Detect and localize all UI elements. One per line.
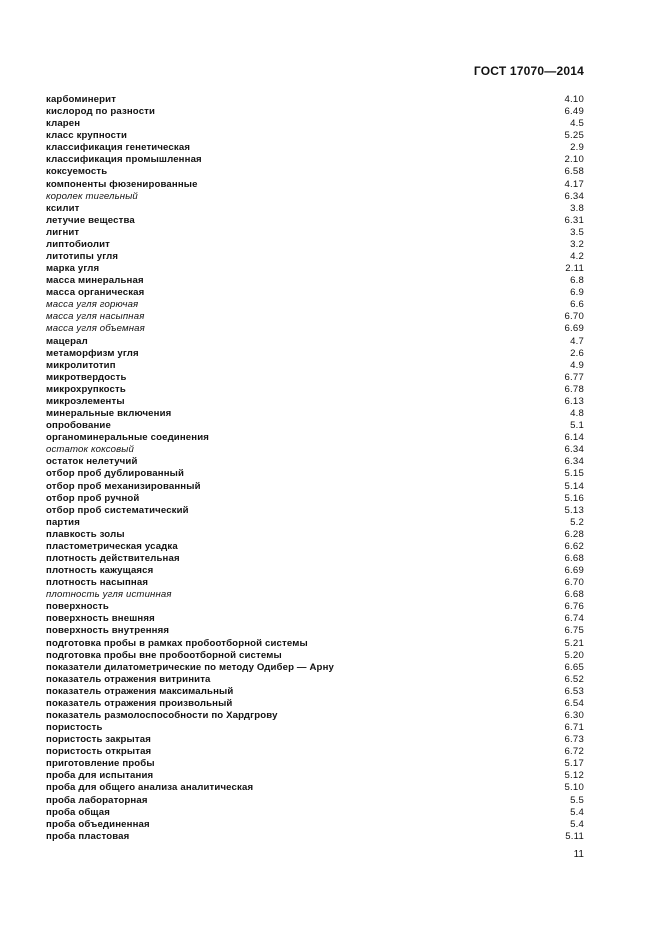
index-entry <box>46 106 584 118</box>
index-term: микротвердость <box>46 371 127 383</box>
index-term: отбор проб ручной <box>46 492 140 504</box>
index-entry <box>46 203 584 215</box>
index-entry <box>46 553 584 565</box>
index-entry <box>46 601 584 613</box>
index-term: микрохрупкость <box>46 383 126 395</box>
index-term: классификация генетическая <box>46 142 191 154</box>
index-reference: 4.17 <box>564 178 584 190</box>
document-header: ГОСТ 17070—2014 <box>473 64 584 78</box>
index-term: органоминеральные соединения <box>46 432 210 444</box>
index-reference: 6.75 <box>564 625 584 637</box>
index-term: пластометрическая усадка <box>46 540 178 552</box>
index-reference: 6.65 <box>564 661 584 673</box>
index-reference: 5.1 <box>570 420 584 432</box>
index-reference: 6.78 <box>564 383 584 395</box>
index-reference: 6.52 <box>564 673 584 685</box>
index-reference: 6.62 <box>564 540 584 552</box>
index-term: летучие вещества <box>46 214 135 226</box>
index-reference: 6.34 <box>564 456 584 468</box>
index-term: масса угля объемная <box>46 323 145 335</box>
index-term: плотность кажущаяся <box>46 565 154 577</box>
index-reference: 5.2 <box>570 516 584 528</box>
index-entry <box>46 541 584 553</box>
index-term: компоненты фюзенированные <box>46 178 198 190</box>
index-entry <box>46 782 584 794</box>
index-term: пористость <box>46 722 103 734</box>
index-term: плотность угля истинная <box>46 589 172 601</box>
index-term: остаток коксовый <box>46 444 134 456</box>
index-reference: 6.71 <box>564 722 584 734</box>
index-term: плотность действительная <box>46 552 180 564</box>
index-entry <box>46 179 584 191</box>
index-term: литотипы угля <box>46 251 119 263</box>
index-reference: 2.9 <box>570 142 584 154</box>
index-term: приготовление пробы <box>46 758 155 770</box>
index-reference: 4.7 <box>570 335 584 347</box>
index-reference: 5.11 <box>565 830 584 842</box>
index-entry <box>46 613 584 625</box>
index-term: лигнит <box>46 226 80 238</box>
index-entry <box>46 384 584 396</box>
index-entry <box>46 686 584 698</box>
index-reference: 6.69 <box>564 323 584 335</box>
index-term: пористость закрытая <box>46 734 151 746</box>
index-term: отбор проб систематический <box>46 504 189 516</box>
index-term: проба объединенная <box>46 818 150 830</box>
index-term: подготовка пробы в рамках пробоотборной системы <box>46 637 308 649</box>
index-term: опробование <box>46 420 111 432</box>
index-term: показатель размолоспособности по Хардгрову <box>46 709 278 721</box>
index-entry <box>46 372 584 384</box>
index-entry <box>46 662 584 674</box>
index-reference: 6.68 <box>564 589 584 601</box>
index-reference: 4.8 <box>570 408 584 420</box>
index-entry <box>46 432 584 444</box>
index-reference: 6.49 <box>564 106 584 118</box>
index-reference: 5.17 <box>564 758 584 770</box>
index-term: масса угля горючая <box>46 299 139 311</box>
index-term: поверхность <box>46 601 109 613</box>
index-term: показатель отражения максимальный <box>46 685 234 697</box>
index-entry <box>46 215 584 227</box>
index-reference: 4.9 <box>570 359 584 371</box>
index-entry <box>46 698 584 710</box>
index-reference: 2.10 <box>564 154 584 166</box>
index-entry <box>46 94 584 106</box>
index-entry <box>46 758 584 770</box>
index-term: партия <box>46 516 80 528</box>
index-term: классификация промышленная <box>46 154 202 166</box>
index-term: отбор проб дублированный <box>46 468 185 480</box>
index-reference: 2.11 <box>565 263 584 275</box>
index-term: проба для общего анализа аналитическая <box>46 782 254 794</box>
index-reference: 5.15 <box>564 468 584 480</box>
index-entry <box>46 420 584 432</box>
index-reference: 5.13 <box>564 504 584 516</box>
index-reference: 6.28 <box>564 528 584 540</box>
index-entry <box>46 239 584 251</box>
index-reference: 6.58 <box>564 166 584 178</box>
index-term: микроэлементы <box>46 395 125 407</box>
index-entry <box>46 287 584 299</box>
index-reference: 6.72 <box>564 746 584 758</box>
index-entry <box>46 299 584 311</box>
index-reference: 5.25 <box>564 130 584 142</box>
index-reference: 5.14 <box>564 480 584 492</box>
index-term: масса угля насыпная <box>46 311 145 323</box>
index-term: кларен <box>46 118 81 130</box>
index-term: метаморфизм угля <box>46 347 139 359</box>
index-entry <box>46 311 584 323</box>
page-number: 11 <box>573 849 584 860</box>
index-reference: 4.10 <box>564 94 584 105</box>
index-reference: 6.14 <box>564 432 584 444</box>
index-entry <box>46 360 584 372</box>
index-entry <box>46 565 584 577</box>
index-reference: 6.53 <box>564 685 584 697</box>
index-term: масса минеральная <box>46 275 144 287</box>
index-entry <box>46 674 584 686</box>
index-entry <box>46 263 584 275</box>
index-reference: 6.77 <box>564 371 584 383</box>
index-term: королек тигельный <box>46 190 138 202</box>
index-reference: 6.6 <box>570 299 584 311</box>
index-entry <box>46 130 584 142</box>
index-term: карбоминерит <box>46 94 117 105</box>
index-entry <box>46 722 584 734</box>
index-reference: 6.54 <box>564 697 584 709</box>
index-reference: 6.9 <box>570 287 584 299</box>
index-reference: 6.68 <box>564 552 584 564</box>
index-entry <box>46 275 584 287</box>
index-entry <box>46 348 584 360</box>
index-reference: 2.6 <box>570 347 584 359</box>
index-entry <box>46 710 584 722</box>
index-entry <box>46 456 584 468</box>
index-reference: 6.76 <box>564 601 584 613</box>
index-term: проба пластовая <box>46 830 130 842</box>
index-reference: 5.16 <box>564 492 584 504</box>
index-term: показатель отражения произвольный <box>46 697 233 709</box>
index-entry <box>46 481 584 493</box>
index-reference: 3.2 <box>570 238 584 250</box>
index-entry <box>46 227 584 239</box>
index-term: проба общая <box>46 806 111 818</box>
index-entry <box>46 336 584 348</box>
index-term: липтобиолит <box>46 238 111 250</box>
index-term: поверхность внешняя <box>46 613 155 625</box>
index-reference: 6.70 <box>564 577 584 589</box>
index-entry <box>46 795 584 807</box>
index-entry <box>46 408 584 420</box>
index-term: плотность насыпная <box>46 577 149 589</box>
index-term: марка угля <box>46 263 100 275</box>
index-reference: 6.13 <box>564 395 584 407</box>
index-entry <box>46 589 584 601</box>
index-entry <box>46 650 584 662</box>
index-term: класс крупности <box>46 130 128 142</box>
index-entry <box>46 770 584 782</box>
index-reference: 5.10 <box>564 782 584 794</box>
index-entry <box>46 191 584 203</box>
index-reference: 3.5 <box>570 226 584 238</box>
index-term: плавкость золы <box>46 528 125 540</box>
index-reference: 6.8 <box>570 275 584 287</box>
index-reference: 6.73 <box>564 734 584 746</box>
index-entry <box>46 577 584 589</box>
index-entry <box>46 831 584 843</box>
index-reference: 6.74 <box>564 613 584 625</box>
index-entry <box>46 517 584 529</box>
index-reference: 5.4 <box>570 806 584 818</box>
index-entry <box>46 468 584 480</box>
index-entry <box>46 154 584 166</box>
index-entry <box>46 746 584 758</box>
index-term: микролитотип <box>46 359 116 371</box>
index-term: проба для испытания <box>46 770 154 782</box>
index-reference: 4.5 <box>570 118 584 130</box>
term-index-list <box>46 94 584 843</box>
index-entry <box>46 444 584 456</box>
index-term: отбор проб механизированный <box>46 480 201 492</box>
index-reference: 6.31 <box>564 214 584 226</box>
index-reference: 6.70 <box>564 311 584 323</box>
index-term: минеральные включения <box>46 408 172 420</box>
index-term: проба лабораторная <box>46 794 148 806</box>
index-reference: 5.4 <box>570 818 584 830</box>
index-entry <box>46 734 584 746</box>
index-entry <box>46 118 584 130</box>
index-entry <box>46 807 584 819</box>
index-term: подготовка пробы вне пробоотборной системы <box>46 649 282 661</box>
index-entry <box>46 142 584 154</box>
index-reference: 5.12 <box>564 770 584 782</box>
index-reference: 5.5 <box>570 794 584 806</box>
index-reference: 6.34 <box>564 190 584 202</box>
index-term: ксилит <box>46 202 80 214</box>
index-reference: 6.34 <box>564 444 584 456</box>
index-term: показатель отражения витринита <box>46 673 211 685</box>
index-reference: 4.2 <box>570 251 584 263</box>
index-entry <box>46 323 584 335</box>
index-reference: 5.21 <box>564 637 584 649</box>
index-entry <box>46 625 584 637</box>
index-entry <box>46 166 584 178</box>
index-term: кислород по разности <box>46 106 156 118</box>
index-term: пористость открытая <box>46 746 152 758</box>
index-entry <box>46 638 584 650</box>
index-reference: 6.69 <box>564 565 584 577</box>
index-term: коксуемость <box>46 166 108 178</box>
index-term: остаток нелетучий <box>46 456 138 468</box>
index-term: мацерал <box>46 335 88 347</box>
index-entry <box>46 819 584 831</box>
index-entry <box>46 529 584 541</box>
index-entry <box>46 251 584 263</box>
index-entry <box>46 493 584 505</box>
index-reference: 3.8 <box>570 202 584 214</box>
index-reference: 6.30 <box>564 709 584 721</box>
index-entry <box>46 396 584 408</box>
index-term: масса органическая <box>46 287 145 299</box>
index-reference: 5.20 <box>564 649 584 661</box>
index-term: показатели дилатометрические по методу Одибер — Арну <box>46 661 334 673</box>
index-term: поверхность внутренняя <box>46 625 170 637</box>
index-entry <box>46 505 584 517</box>
